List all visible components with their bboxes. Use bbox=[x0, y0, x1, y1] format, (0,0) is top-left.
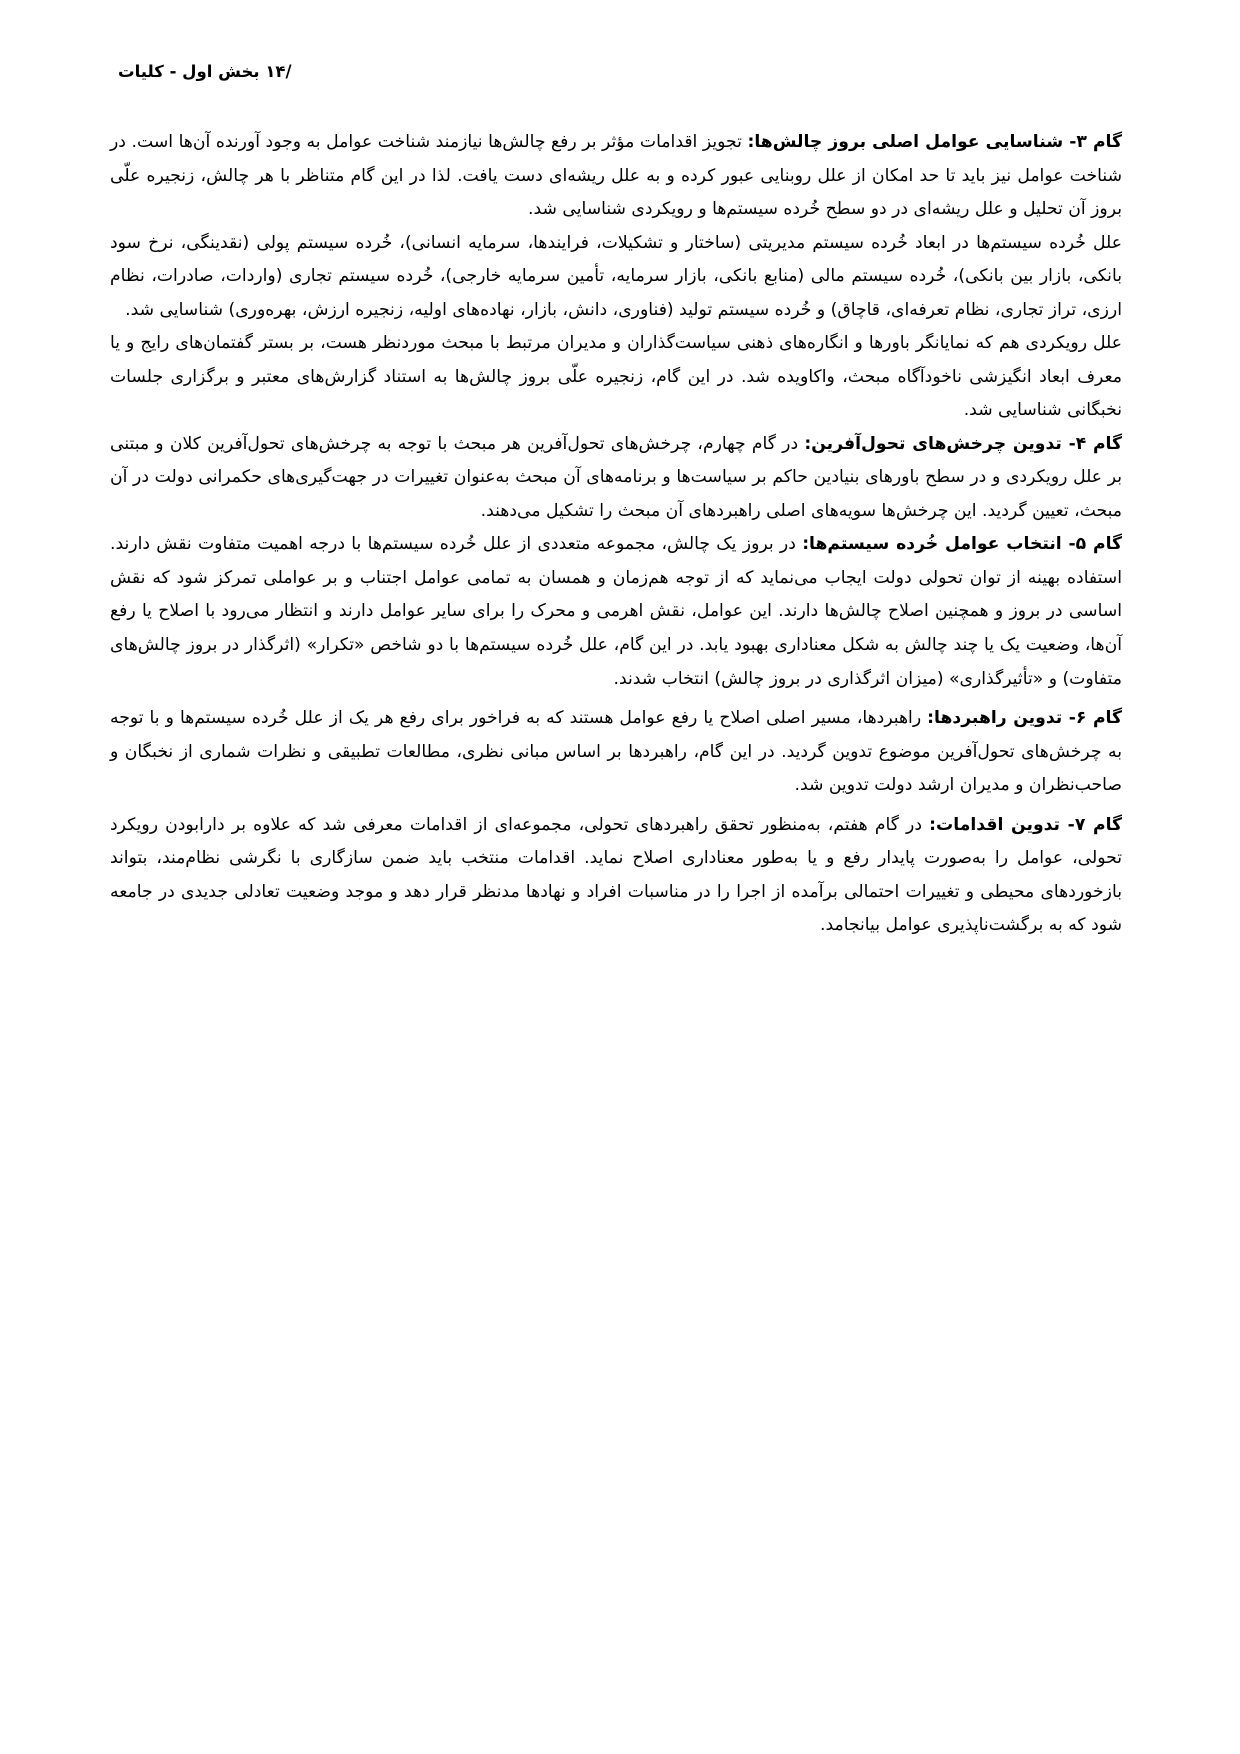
paragraph-step-3 bbox=[110, 126, 1122, 227]
paragraph-step-4 bbox=[110, 428, 1122, 529]
paragraph-causes-subsystems bbox=[110, 227, 1122, 328]
paragraph-text-causes-approach: علل رویکردی هم که نمایانگر باورها و انگاره‌های ذهنی سیاست‌گذاران و مدیران مرتبط با مبحث موردنظر هست، بر بستر گفتمان‌های رایج و یا معرف ابعاد انگیزشی ناخودآگاه مبحث، واکاویده شد. در این گام، زنجیره علّی بروز چالش‌ها به استناد گزارش‌های معتبر و برگزاری جلسات نخبگانی شناسایی شد. bbox=[110, 333, 1122, 421]
paragraph-step-7 bbox=[110, 809, 1122, 943]
paragraph-lead-step-3: گام ۳- شناسایی عوامل اصلی بروز چالش‌ها: bbox=[747, 132, 1122, 152]
paragraph-text-step-7: در گام هفتم، به‌منظور تحقق راهبردهای تحولی، مجموعه‌ای از اقدامات معرفی شد که علاوه بر دارابودن رویکرد تحولی، عوامل را به‌صورت پایدار رفع و یا به‌طور معناداری اصلاح نماید. اقدامات منتخب باید ضمن سازگاری با نگرشی نظام‌مند، بتواند بازخوردهای محیطی و تغییرات احتمالی برآمده از اجرا را در مناسبات افراد و نهادها مدنظر قرار دهد و موجد وضعیت تعادلی جدیدی در جامعه شود که به برگشت‌ناپذیری عوامل بیانجامد. bbox=[110, 814, 1122, 936]
paragraph-step-5 bbox=[110, 528, 1122, 696]
paragraph-text-step-3: تجویز اقدامات مؤثر بر رفع چالش‌ها نیازمند شناخت عوامل به وجود آورنده آن‌ها است. در شناخت عوامل نیز باید تا حد امکان از علل روبنایی عبور کرده و به علل ریشه‌ای دست یافت. لذا در این گام متناظر با هر چالش، زنجیره علّی بروز آن تحلیل و علل ریشه‌ای در دو سطح خُرده سیستم‌ها و رویکردی شناسایی شد. bbox=[110, 132, 1122, 220]
paragraph-text-causes-subsystems: علل خُرده سیستم‌ها در ابعاد خُرده سیستم مدیریتی (ساختار و تشکیلات، فرایندها، سرمایه انسانی)، خُرده سیستم پولی (نقدینگی، نرخ سود بانکی، بازار بین بانکی)، خُرده سیستم مالی (منابع بانکی، بازار سرمایه، تأمین سرمایه خارجی)، خُرده سیستم تجاری (واردات، صادرات، نظام ارزی، تراز تجاری، نظام تعرفه‌ای، قاچاق) و خُرده سیستم تولید (فناوری، دانش، بازار، نهاده‌های اولیه، زنجیره ارزش، بهره‌وری) شناسایی شد. bbox=[110, 232, 1122, 320]
paragraph-text-step-4: در گام چهارم، چرخش‌های تحول‌آفرین هر مبحث با توجه به چرخش‌های تحول‌آفرین کلان و مبتنی بر علل رویکردی و در سطح باورهای بنیادین حاکم بر سیاست‌ها و برنامه‌های آن مبحث به‌عنوان تغییرات در جهت‌گیری‌های حکمرانی دولت در آن مبحث، تعیین گردید. این چرخش‌ها سویه‌های اصلی راهبردهای آن مبحث را تشکیل می‌دهند. bbox=[110, 433, 1122, 521]
paragraph-lead-step-5: گام ۵- انتخاب عوامل خُرده سیستم‌ها: bbox=[802, 534, 1123, 555]
paragraph-lead-step-4: گام ۴- تدوین چرخش‌های تحول‌آفرین: bbox=[804, 433, 1122, 454]
paragraph-text-step-5: در بروز یک چالش، مجموعه متعددی از علل خُرده سیستم‌ها با درجه اهمیت متفاوت نقش دارند. استفاده بهینه از توان تحولی دولت ایجاب می‌نماید که از توجه هم‌زمان و همسان به تمامی عوامل اجتناب و بر عواملی تمرکز شود که نقش اساسی در بروز و همچنین اصلاح چالش‌ها دارند. این عوامل، نقش اهرمی و محرک را برای سایر عوامل دارند و انتظار می‌رود با اصلاح یا رفع آن‌ها، وضعیت یک یا چند چالش به شکل معناداری بهبود یابد. در این گام، علل خُرده سیستم‌ها با دو شاخص «تکرار» (اثرگذار در بروز چالش‌های متفاوت) و «تأثیرگذاری» (میزان اثرگذاری در بروز چالش) انتخاب شدند. bbox=[110, 534, 1122, 689]
paragraph-text-step-6: راهبردها، مسیر اصلی اصلاح یا رفع عوامل هستند که به فراخور برای رفع هر یک از علل خُرده سیستم‌ها و با توجه به چرخش‌های تحول‌آفرین موضوع تدوین گردید. در این گام، راهبردها بر اساس مبانی نظری، مطالعات تطبیقی و نظرات شماری از نخبگان و صاحب‌نظران و مدیران ارشد دولت تدوین شد. bbox=[110, 708, 1122, 796]
paragraph-causes-approach bbox=[110, 327, 1122, 428]
paragraph-step-6 bbox=[110, 702, 1122, 803]
page-header: /۱۴ بخش اول - کلیات bbox=[118, 62, 292, 81]
paragraph-lead-step-7: گام ۷- تدوین اقدامات: bbox=[929, 814, 1123, 835]
paragraph-lead-step-6: گام ۶- تدوین راهبردها: bbox=[927, 708, 1122, 729]
document-body bbox=[110, 126, 1122, 943]
